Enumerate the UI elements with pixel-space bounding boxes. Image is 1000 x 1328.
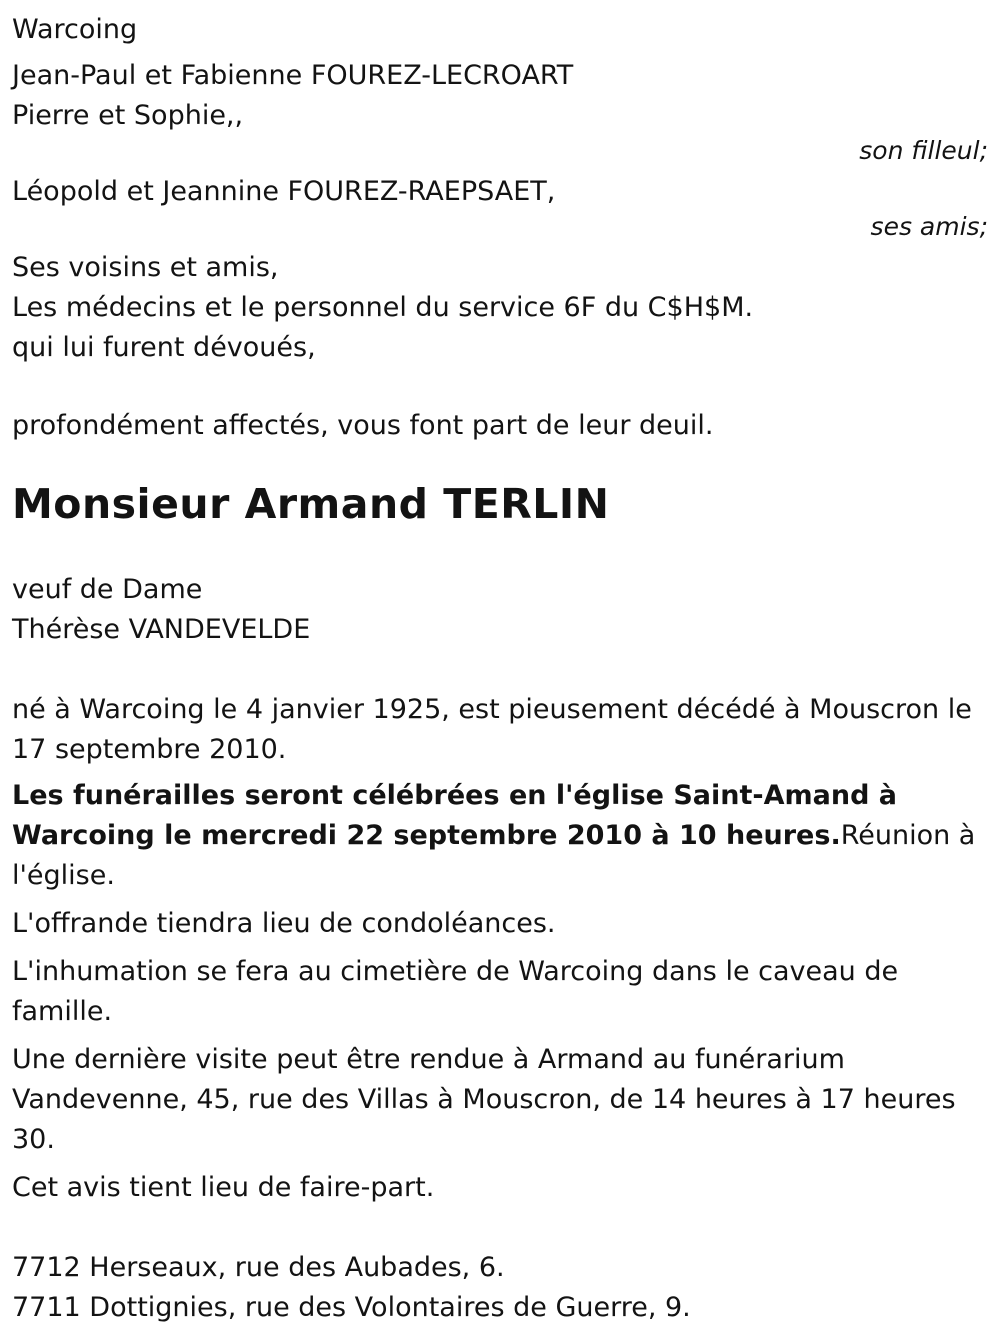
friends-relation-label: ses amis; <box>870 212 988 241</box>
devoted-line: qui lui furent dévoués, <box>12 332 316 363</box>
addresses-block <box>12 1248 988 1328</box>
family-block <box>12 56 988 368</box>
last-visit-line: Une dernière visite peut être rendue à Armand au funérarium Vandevenne, 45, rue des Villas à Mouscron, de 14 heures à 17 heures 30. <box>12 1044 956 1155</box>
widower-block <box>12 570 988 650</box>
widower-line-2: Thérèse VANDEVELDE <box>12 614 311 645</box>
funeral-meeting-text: Réunion à l'église. <box>12 820 976 891</box>
godson-names-line-1: Jean-Paul et Fabienne FOUREZ-LECROART <box>12 60 574 91</box>
city-line: Warcoing <box>12 14 138 45</box>
doctors-line: Les médecins et le personnel du service 6F du C$H$M. <box>12 292 754 323</box>
announcement-line: profondément affectés, vous font part de leur deuil. <box>12 410 714 441</box>
friends-names-line: Léopold et Jeannine FOUREZ-RAEPSAET, <box>12 176 556 207</box>
birth-death-line: né à Warcoing le 4 janvier 1925, est pieusement décédé à Mouscron le 17 septembre 2010. <box>12 694 972 765</box>
deceased-name-title: Monsieur Armand TERLIN <box>12 480 610 528</box>
funeral-paragraph <box>12 776 988 896</box>
widower-line-1: veuf de Dame <box>12 574 203 605</box>
neighbors-line: Ses voisins et amis, <box>12 252 279 283</box>
offering-line: L'offrande tiendra lieu de condoléances. <box>12 908 556 939</box>
burial-line: L'inhumation se fera au cimetière de Warcoing dans le caveau de famille. <box>12 956 899 1027</box>
address-line-2: 7711 Dottignies, rue des Volontaires de Guerre, 9. <box>12 1292 691 1323</box>
godson-names-line-2: Pierre et Sophie,, <box>12 100 244 131</box>
address-line-1: 7712 Herseaux, rue des Aubades, 6. <box>12 1252 505 1283</box>
notice-statement-line: Cet avis tient lieu de faire-part. <box>12 1172 435 1203</box>
funeral-details-bold: Les funérailles seront célébrées en l'église Saint-Amand à Warcoing le mercredi 22 septembre 2010 à 10 heures. <box>12 780 898 851</box>
godson-relation-label: son filleul; <box>859 136 988 165</box>
